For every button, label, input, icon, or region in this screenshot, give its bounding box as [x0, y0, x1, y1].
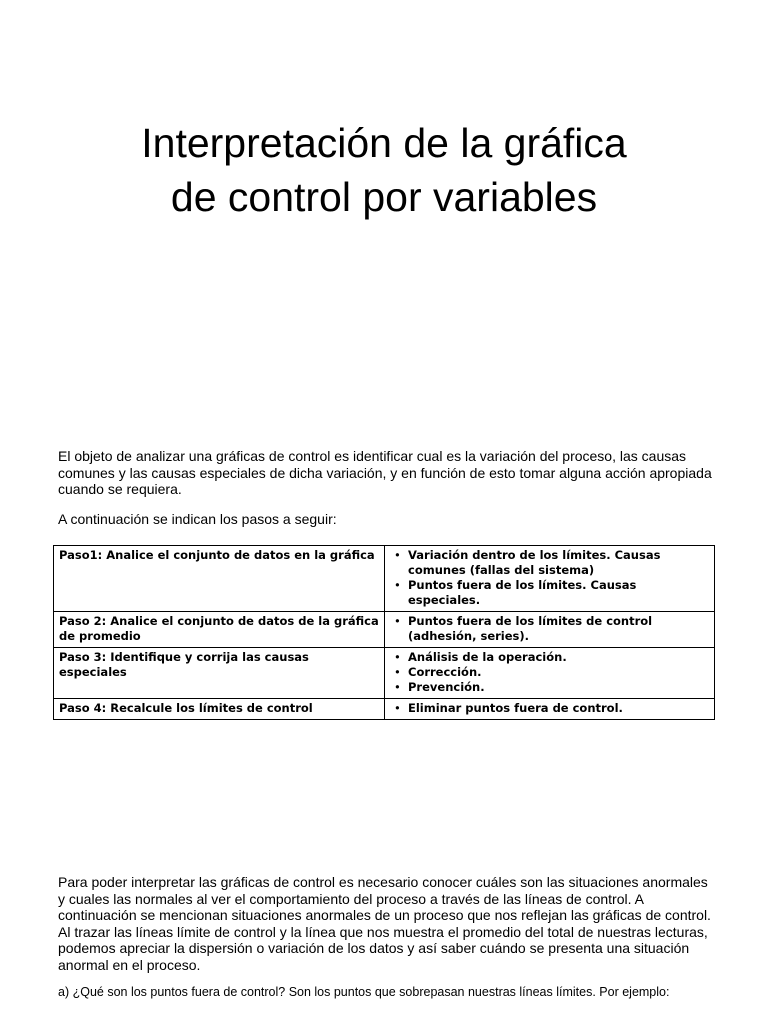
- interpretation-paragraph: Para poder interpretar las gráficas de control es necesario conocer cuáles son las situaciones anormales y cuales las normales al ver el comportamiento del proceso a través de las líneas de control. A continuación se mencionan situaciones anormales de un proceso que nos reflejan las gráficas de control. Al trazar las líneas límite de control y la línea que nos muestra el promedio del total de nuestras lecturas, podemos apreciar la dispersión o variación de los datos y así saber cuándo se presenta una situación anormal en el proceso.: [58, 874, 711, 973]
- action-list: [390, 650, 709, 695]
- actions-cell: [385, 612, 715, 648]
- action-list: [390, 548, 709, 608]
- action-item: • Eliminar puntos fuera de control.: [408, 701, 709, 716]
- steps-table: [53, 545, 715, 720]
- step-cell: Paso1: Analice el conjunto de datos en la gráfica: [54, 546, 385, 612]
- page-title: [0, 116, 768, 224]
- actions-cell: [385, 546, 715, 612]
- page-title-line-2: de control por variables: [170, 174, 598, 220]
- actions-cell: [385, 648, 715, 699]
- table-row: [54, 546, 715, 612]
- intro-paragraph: El objeto de analizar una gráficas de control es identificar cual es la variación del proceso, las causas comunes y las causas especiales de dicha variación, y en función de esto tomar alguna acción apropiada cuando se requiera.: [58, 448, 712, 497]
- question-paragraph: a) ¿Qué son los puntos fuera de control? Son los puntos que sobrepasan nuestras líneas límites. Por ejemplo:: [58, 985, 670, 999]
- table-row: [54, 699, 715, 720]
- action-item: • Puntos fuera de los límites de control (adhesión, series).: [408, 614, 709, 644]
- step-cell: Paso 2: Analice el conjunto de datos de la gráfica de promedio: [54, 612, 385, 648]
- steps-intro-paragraph: A continuación se indican los pasos a seguir:: [58, 511, 337, 527]
- action-list: [390, 701, 709, 716]
- step-cell: Paso 4: Recalcule los límites de control: [54, 699, 385, 720]
- action-item: • Variación dentro de los límites. Causas comunes (fallas del sistema): [408, 548, 709, 578]
- action-item: • Análisis de la operación.: [408, 650, 709, 665]
- action-list: [390, 614, 709, 644]
- step-cell: Paso 3: Identifique y corrija las causas especiales: [54, 648, 385, 699]
- page-title-line-1: Interpretación de la gráfica: [141, 120, 627, 166]
- action-item: • Puntos fuera de los límites. Causas especiales.: [408, 578, 709, 608]
- table-row: [54, 648, 715, 699]
- actions-cell: [385, 699, 715, 720]
- table-row: [54, 612, 715, 648]
- action-item: • Corrección.: [408, 665, 709, 680]
- action-item: • Prevención.: [408, 680, 709, 695]
